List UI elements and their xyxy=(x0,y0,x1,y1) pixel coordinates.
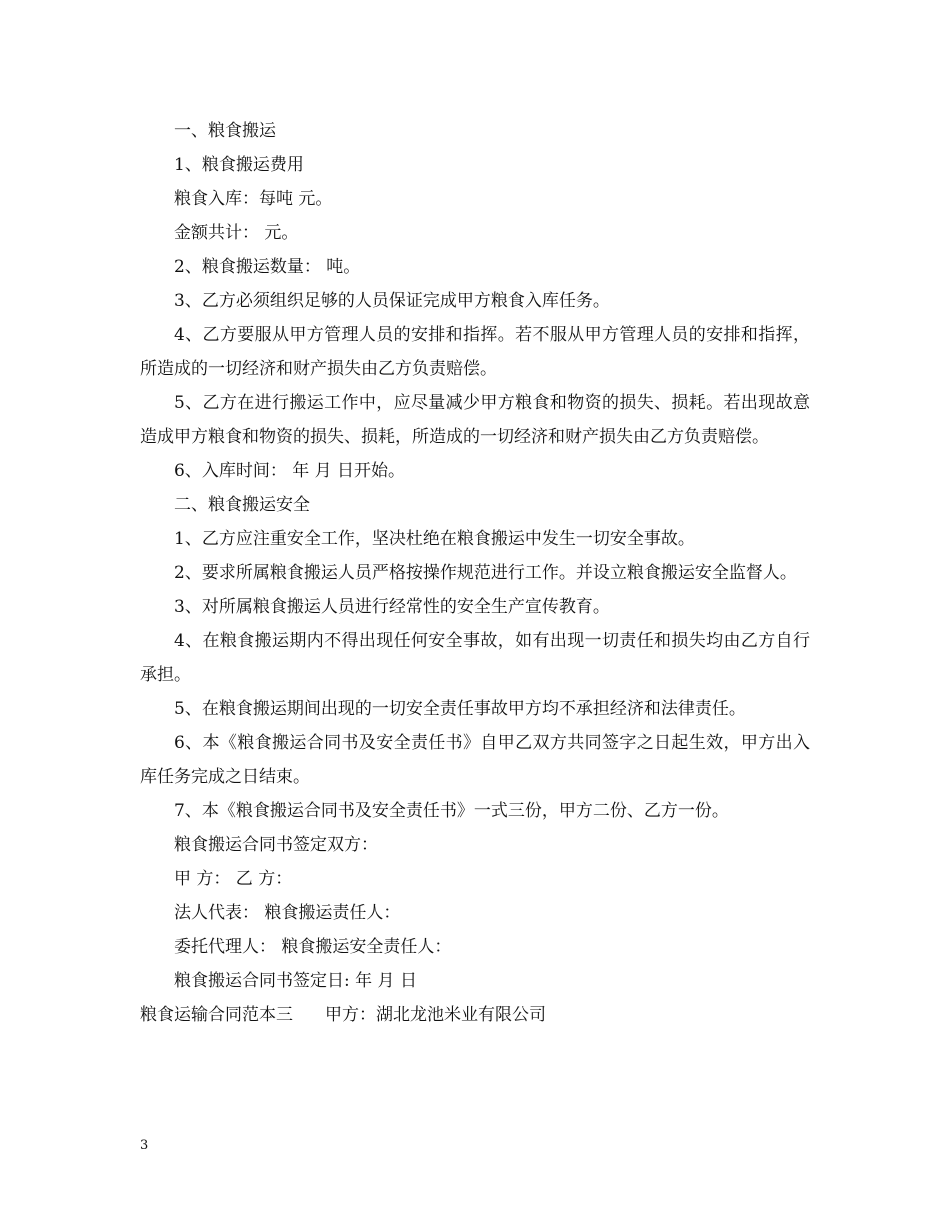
clause-reduce-loss: 5、乙方在进行搬运工作中，应尽量减少甲方粮食和物资的损失、损耗。若出现故意造成甲方粮食和物资的损失、损耗，所造成的一切经济和财产损失由乙方负责赔偿。 xyxy=(140,393,810,447)
agent-line: 委托代理人： 粮食搬运安全责任人： xyxy=(174,937,452,957)
safety-clause-5: 5、在粮食搬运期间出现的一切安全责任事故甲方均不承担经济和法律责任。 xyxy=(174,699,746,719)
clause-obey-management: 4、乙方要服从甲方管理人员的安排和指挥。若不服从甲方管理人员的安排和指挥，所造成的一切经济和财产损失由乙方负责赔偿。 xyxy=(140,325,810,379)
signing-date-line: 粮食搬运合同书签定日: 年 月 日 xyxy=(174,971,417,991)
signing-parties-label: 粮食搬运合同书签定双方： xyxy=(174,835,378,855)
document-body xyxy=(140,114,810,1032)
clause-total-amount: 金额共计： 元。 xyxy=(174,223,299,243)
safety-clause-4: 4、在粮食搬运期内不得出现任何安全事故，如有出现一切责任和损失均由乙方自行承担。 xyxy=(140,631,810,685)
clause-transport-fee: 1、粮食搬运费用 xyxy=(174,155,304,175)
clause-staffing: 3、乙方必须组织足够的人员保证完成甲方粮食入库任务。 xyxy=(174,291,610,311)
safety-clause-7: 7、本《粮食搬运合同书及安全责任书》一式三份，甲方二份、乙方一份。 xyxy=(174,801,729,821)
safety-clause-1: 1、乙方应注重安全工作，坚决杜绝在粮食搬运中发生一切安全事故。 xyxy=(174,529,695,549)
safety-clause-2: 2、要求所属粮食搬运人员严格按操作规范进行工作。并设立粮食搬运安全监督人。 xyxy=(174,563,797,583)
party-a-b-line: 甲 方： 乙 方： xyxy=(174,869,293,889)
next-template-title: 粮食运输合同范本三 xyxy=(140,1005,293,1025)
next-template-line xyxy=(140,998,810,1032)
section-heading-safety: 二、粮食搬运安全 xyxy=(174,495,310,515)
legal-representative-line: 法人代表： 粮食搬运责任人： xyxy=(174,903,401,923)
page-number: 3 xyxy=(140,1138,149,1153)
clause-storage-time: 6、入库时间： 年 月 日开始。 xyxy=(174,461,406,481)
party-a-company: 甲方：湖北龙池米业有限公司 xyxy=(325,1005,546,1025)
safety-clause-6: 6、本《粮食搬运合同书及安全责任书》自甲乙双方共同签字之日起生效，甲方出入库任务完成之日结束。 xyxy=(140,733,810,787)
clause-storage-fee-per-ton: 粮食入库：每吨 元。 xyxy=(174,189,333,209)
section-heading-transport: 一、粮食搬运 xyxy=(174,121,276,141)
clause-transport-quantity: 2、粮食搬运数量： 吨。 xyxy=(174,257,361,277)
safety-clause-3: 3、对所属粮食搬运人员进行经常性的安全生产宣传教育。 xyxy=(174,597,610,617)
